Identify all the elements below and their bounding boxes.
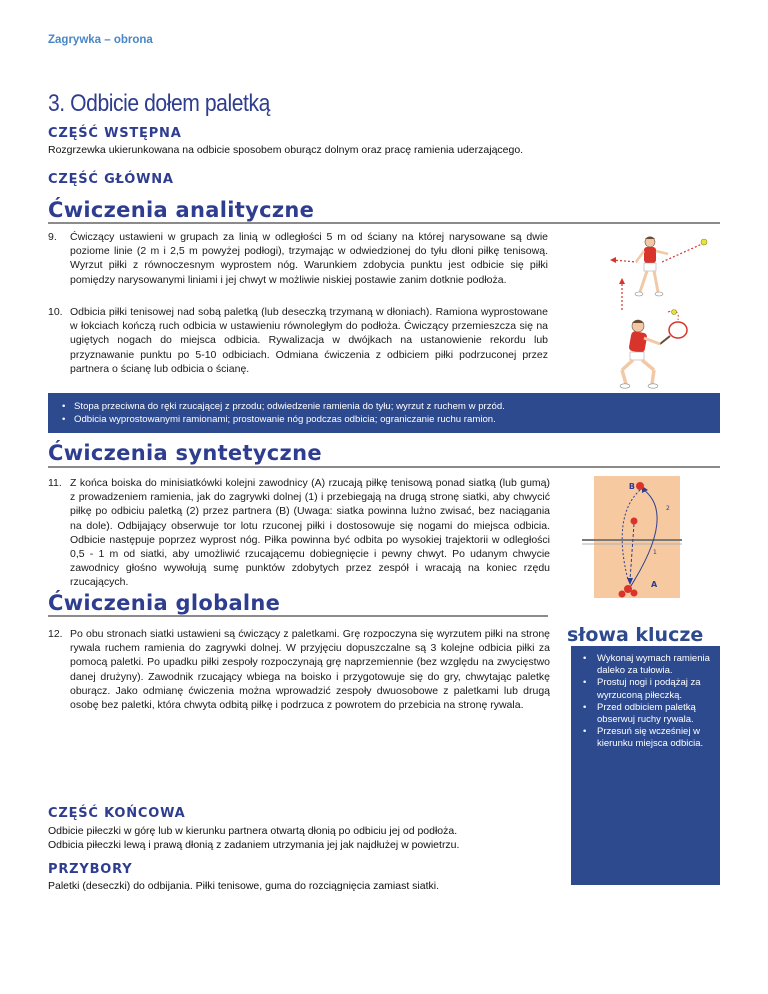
exercise-10 <box>48 305 548 376</box>
synthetic-heading: Ćwiczenia syntetyczne <box>48 441 322 465</box>
section-divider <box>48 222 720 224</box>
lesson-title: 3. Odbicie dołem paletką <box>48 90 270 117</box>
exercise-number: 9. <box>48 231 57 243</box>
exercise-number: 10. <box>48 306 63 318</box>
equipment-text: Paletki (deseczki) do odbijania. Piłki tenisowe, guma do rozciągnięcia zamiast siatki. <box>48 880 440 892</box>
keyword-item: • Przed odbiciem paletką obserwuj ruchy rywala. <box>583 702 712 726</box>
final-part-line: Odbicie piłeczki w górę lub w kierunku partnera otwartą dłonią po odbiciu jej od podłoża. <box>48 825 458 837</box>
player-a-label: A <box>651 580 658 589</box>
technique-notes <box>48 393 720 433</box>
intro-text: Rozgrzewka ukierunkowana na odbicie sposobem oburącz dolnym oraz pracę ramienia uderzającego. <box>48 144 524 156</box>
global-heading: Ćwiczenia globalne <box>48 591 281 615</box>
keyword-item: • Wykonaj wymach ramienia daleko za tułowia. <box>583 653 712 677</box>
throwing-player-illustration <box>602 232 722 314</box>
keywords-box <box>571 646 720 885</box>
keywords-title: słowa klucze <box>567 624 704 646</box>
exercise-number: 11. <box>48 477 62 489</box>
keyword-item: • Prostuj nogi i podążaj za wyrzuconą piłeczką. <box>583 677 712 701</box>
court-diagram <box>582 476 682 598</box>
equipment-heading: PRZYBORY <box>48 862 133 877</box>
exercise-number: 12. <box>48 628 63 640</box>
exercise-text: Z końca boiska do minisiatkówki kolejni zawodnicy (A) rzucają piłkę tenisową ponad siatką (lub gumą) z prowadzeniem ramienia, jak do zagrywki dolnej (1) i przebiegają na drugą stronę siatki, aby chwycić piłkę po odbiciu paletką (2) przez partnera (B) (Uwaga: siatka powinna lużno zwisać, bez naciągania na dole). Odbijający obserwuje tor lotu rzuconej piłki i dostosowuje się nogami do miejsca odbicia. Odbicie następuje poprzez wyprost nóg. Piłka powinna być odbita po wysokiej trajektorii w odległości 0,5 - 1 m od siatki, aby umożliwić rzucającemu dobiegnięcie i pewny chwyt. Po udanym chwycie zawodnicy głośno wywołują sumę punktów zdobytych przez zespół i wracają na koniec rzędu rzucających. <box>70 477 550 589</box>
mark-1-label: 1 <box>653 549 657 556</box>
note-item: • Odbicia wyprostowanymi ramionami; prostowanie nóg podczas odbicia; ograniczanie ruchu ramion. <box>62 414 708 427</box>
main-part-heading: CZĘŚĆ GŁÓWNA <box>48 172 174 187</box>
keyword-item: • Przesuń się wcześniej w kierunku miejsca odbicia. <box>583 726 712 750</box>
note-item: • Stopa przeciwna do ręki rzucającej z przodu; odwiedzenie ramienia do tyłu; wyrzut z ruchem w przód. <box>62 401 708 414</box>
final-part-heading: CZĘŚĆ KOŃCOWA <box>48 806 186 821</box>
section-divider <box>48 466 720 468</box>
analytical-heading: Ćwiczenia analityczne <box>48 198 315 222</box>
paddle-player-illustration <box>608 308 708 390</box>
chapter-label: Zagrywka – obrona <box>48 34 153 46</box>
exercise-text: Odbicia piłki tenisowej nad sobą paletką (lub deseczką trzymaną w dłoniach). Ramiona wyprostowane w łokciach kończą ruch odbicia w ustawieniu równoległym do podłoża. Ćwiczący przemieszcza się na ugiętych nogach do miejsca odbicia. Rywalizacja w dwójkach na ustanowienie rekordu lub przyznawanie punktu po 5-10 odbiciach. Odmiana ćwiczenia z odbiciem piłki podrzuconej przez partnera o ścianę lub odbicia o ścianę. <box>70 306 548 375</box>
mark-2-label: 2 <box>666 505 670 512</box>
exercise-text: Ćwiczący ustawieni w grupach za linią w odległości 5 m od ściany na której narysowane są dwie poziome linie (2 m i 2,5 m powyżej podłogi), trzymając w odwiedzionej do tyłu dłoni piłkę tenisową. Wyrzut piłki z równoczesnym wyprostem nóg. Warunkiem zdobycia punktu jest odbicie się piłki pomiędzy narysowanymi liniami i jej chwyt w możliwie niskiej postawie zanim dotknie podłoża. <box>70 231 548 286</box>
intro-heading: CZĘŚĆ WSTĘPNA <box>48 126 182 141</box>
exercise-12 <box>48 627 550 712</box>
section-divider <box>48 615 548 617</box>
exercise-11 <box>48 476 550 590</box>
exercise-text: Po obu stronach siatki ustawieni są ćwiczący z paletkami. Grę rozpoczyna się wyrzutem piłki na stronę rywala ruchem ramienia do zagrywki dolnej. W przyjęciu dopuszczalne są 3 kolejne odbicia piłki za pomocą paletki. Po upadku piłki zespoły rozpoczynają grę naprzemiennie (bez względu na zwycięstwo danej drużyny). Zawodnik rzucający wbiega na boisko i przygotowuje się do gry, chwytając paletkę oburącz. Jako odmianę ćwiczenia można wprowadzić zespoły dwuosobowe z paletkami lub drugą osobę bez paletki, która chwyta odbitą piłkę i podrzuca z powrotem do przebicia na stronę rywala. <box>70 628 550 712</box>
player-b-label: B <box>628 482 635 491</box>
final-part-line: Odbicia piłeczki lewą i prawą dłonią z zadaniem utrzymania jej jak najdłużej w powietrzu. <box>48 839 460 851</box>
exercise-9 <box>48 230 548 287</box>
